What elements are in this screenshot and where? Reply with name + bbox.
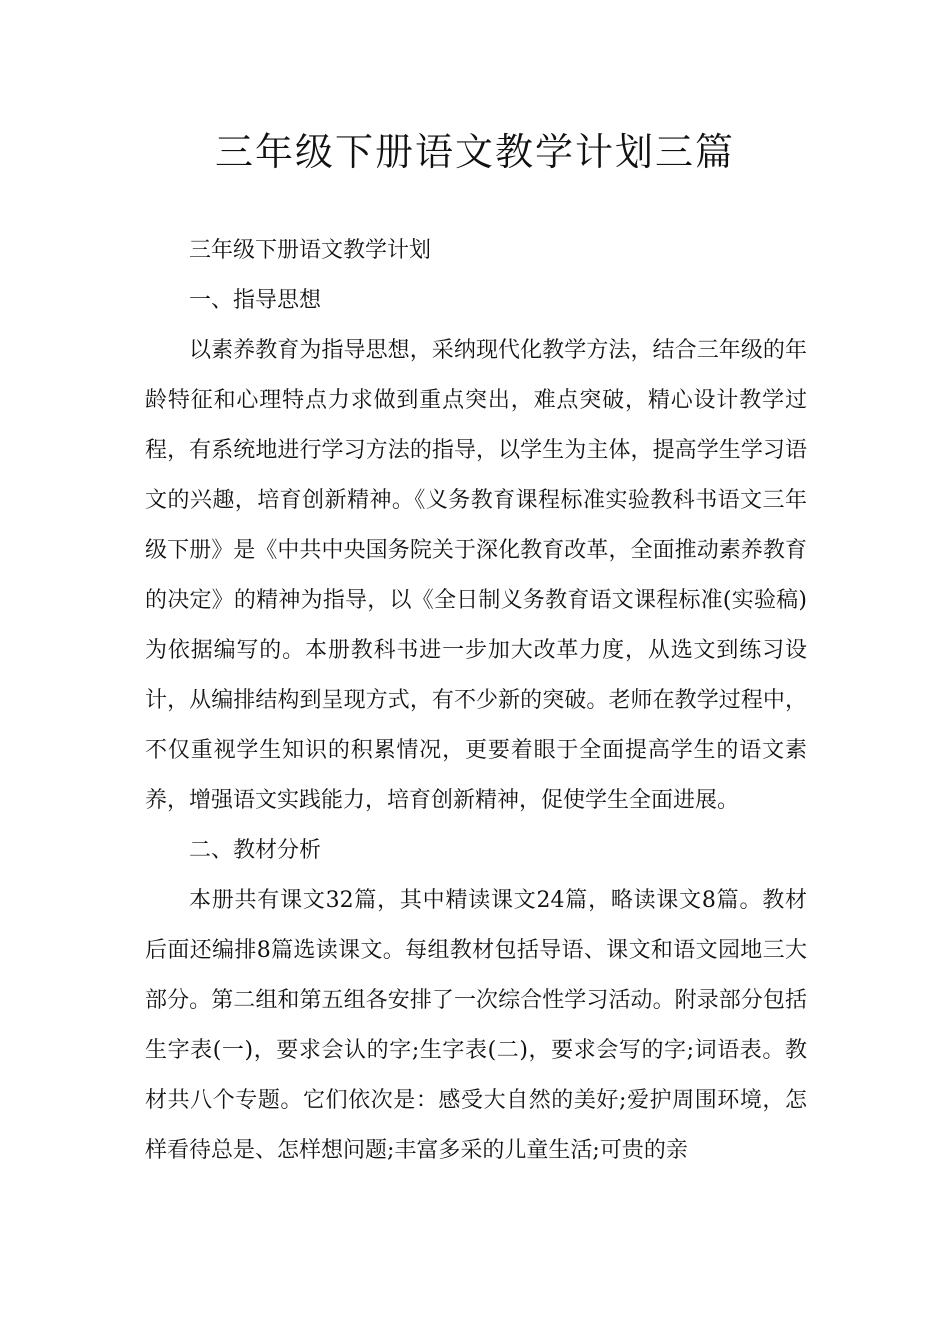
section-heading-guiding-ideology: 一、指导思想 bbox=[189, 288, 322, 313]
document-title: 三年级下册语文教学计划三篇 bbox=[214, 130, 735, 174]
section-heading-textbook-analysis: 二、教材分析 bbox=[189, 838, 322, 863]
document-body bbox=[145, 226, 807, 1176]
paragraph-guiding-ideology: 以素养教育为指导思想，采纳现代化教学方法，结合三年级的年龄特征和心理特点力求做到重点突出，难点突破，精心设计教学过程，有系统地进行学习方法的指导，以学生为主体，提高学生学习语文的兴趣，培育创新精神。《义务教育课程标准实验教科书语文三年级下册》是《中共中央国务院关于深化教育改革，全面推动素养教育的决定》的精神为指导，以《全日制义务教育语文课程标准(实验稿)为依据编写的。本册教科书进一步加大改革力度，从选文到练习设计，从编排结构到呈现方式，有不少新的突破。老师在教学过程中，不仅重视学生知识的积累情况，更要着眼于全面提高学生的语文素养，增强语文实践能力，培育创新精神，促使学生全面进展。 bbox=[145, 338, 807, 813]
section-heading-plan: 三年级下册语文教学计划 bbox=[189, 238, 432, 263]
paragraph-textbook-analysis: 本册共有课文32篇，其中精读课文24篇，略读课文8篇。教材后面还编排8篇选读课文。每组教材包括导语、课文和语文园地三大部分。第二组和第五组各安排了一次综合性学习活动。附录部分包括生字表(一)，要求会认的字;生字表(二)，要求会写的字;词语表。教材共八个专题。它们依次是：感受大自然的美好;爱护周围环境，怎样看待总是、怎样想问题;丰富多采的儿童生活;可贵的亲 bbox=[145, 888, 807, 1163]
